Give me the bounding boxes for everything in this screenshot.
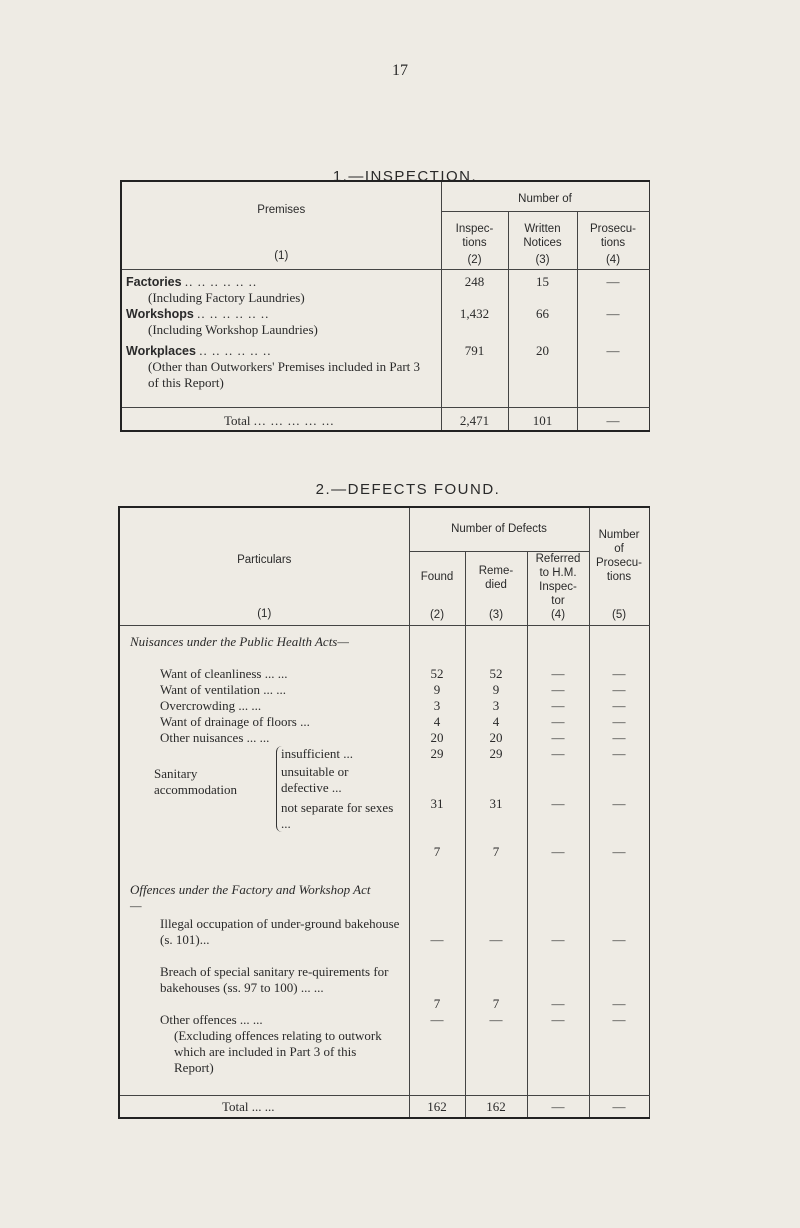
remedied-header: Reme- died [465,551,527,608]
col4-label: (4) [577,253,649,269]
sanitary-row: Sanitary accommodation insufficient ... unsuitable or defective ... not separate for sexes ... 29 31 7 29 31 7 — — — — — — [119,746,649,860]
number-of-defects-header: Number of Defects [409,507,589,551]
premises-header: Premises (1) [121,181,441,269]
number-of-prosecutions-header: Number of Prosecu- tions [589,507,649,608]
table-row: Want of ventilation ... ... 9 9 — — [119,682,649,698]
found-header: Found [409,551,465,608]
section-title-defects: 2.—DEFECTS FOUND. [315,481,501,498]
prosecutions-header: Prosecu- tions [577,211,649,253]
total-row: Total ... ... 162 162 — — [119,1096,649,1118]
table-row: Workshops .. .. .. .. .. .. (Including Workshop Laundries) 1,432 66 — [121,306,649,343]
inspection-table [120,180,650,432]
sanitary-label: Sanitary accommodation [154,765,238,797]
table-row: Other nuisances ... ... 20 20 — — [119,730,649,746]
table-row: Overcrowding ... ... 3 3 — — [119,698,649,714]
table-row: Illegal occupation of under-ground bakehouse (s. 101)... — — — — [119,916,649,964]
table-row: Want of cleanliness ... ... 52 52 — — [119,666,649,682]
referred-header: Referred to H.M. Inspec- tor [527,551,589,608]
particulars-header: Particulars (1) [119,507,409,626]
written-notices-header: Written Notices [508,211,577,253]
section-title-inspection: 1.—INSPECTION. [332,168,478,185]
table-row: Workplaces .. .. .. .. .. .. (Other than Outworkers' Premises included in Part 3 of this Report) 791 20 — [121,343,649,407]
table-row: Other offences ... ... (Excluding offences relating to outwork which are included in Part 3 of this Report) — — — — [119,1012,649,1096]
defects-table: Particulars (1) Number of Defects Number of Prosecu- tions Found Reme- died Referred to H.M. Inspec- tor (2) (3) (4) (5) Nuisances under the Public Health Acts— Want of cleanliness ... ... 52 52 — — Want of ventilation ... ... 9 9 — — Overcrowding ... ... 3 3 — — Want of drainage of floors ... 4 4 — — Other nuisances ... ... 20 20 — — Sanitary accommodation insufficient ... unsuitable or defective ... not separate for sexes ... 29 31 7 29 31 7 — — — — — — Offences under the Factory and Workshop Act— Illegal occupation of under-ground bakehouse (s. 101)... — — — — Breach of special sanitary re-quirements for bakehouses (ss. 97 to 100) ... ... 7 7 — — Other offences ... ... (Excluding offences relating to outwork which are included in Part 3 of this Report) — — — — Total ... ... 162 162 — — [118,506,650,1119]
group-title-row: Offences under the Factory and Workshop Act— [119,860,649,916]
table-row: Want of drainage of floors ... 4 4 — — [119,714,649,730]
inspections-header: Inspec- tions [441,211,508,253]
col2-label: (2) [441,253,508,269]
group-title-row: Nuisances under the Public Health Acts— [119,626,649,666]
table-row: Breach of special sanitary re-quirements for bakehouses (ss. 97 to 100) ... ... 7 7 — — [119,964,649,1012]
table-row: Factories .. .. .. .. .. .. (Including Factory Laundries) 248 15 — [121,269,649,306]
number-of-header: Number of [441,181,649,211]
total-row: Total ... ... ... ... ... 2,471 101 — [121,407,649,431]
page-number: 17 [392,62,408,79]
col3-label: (3) [508,253,577,269]
